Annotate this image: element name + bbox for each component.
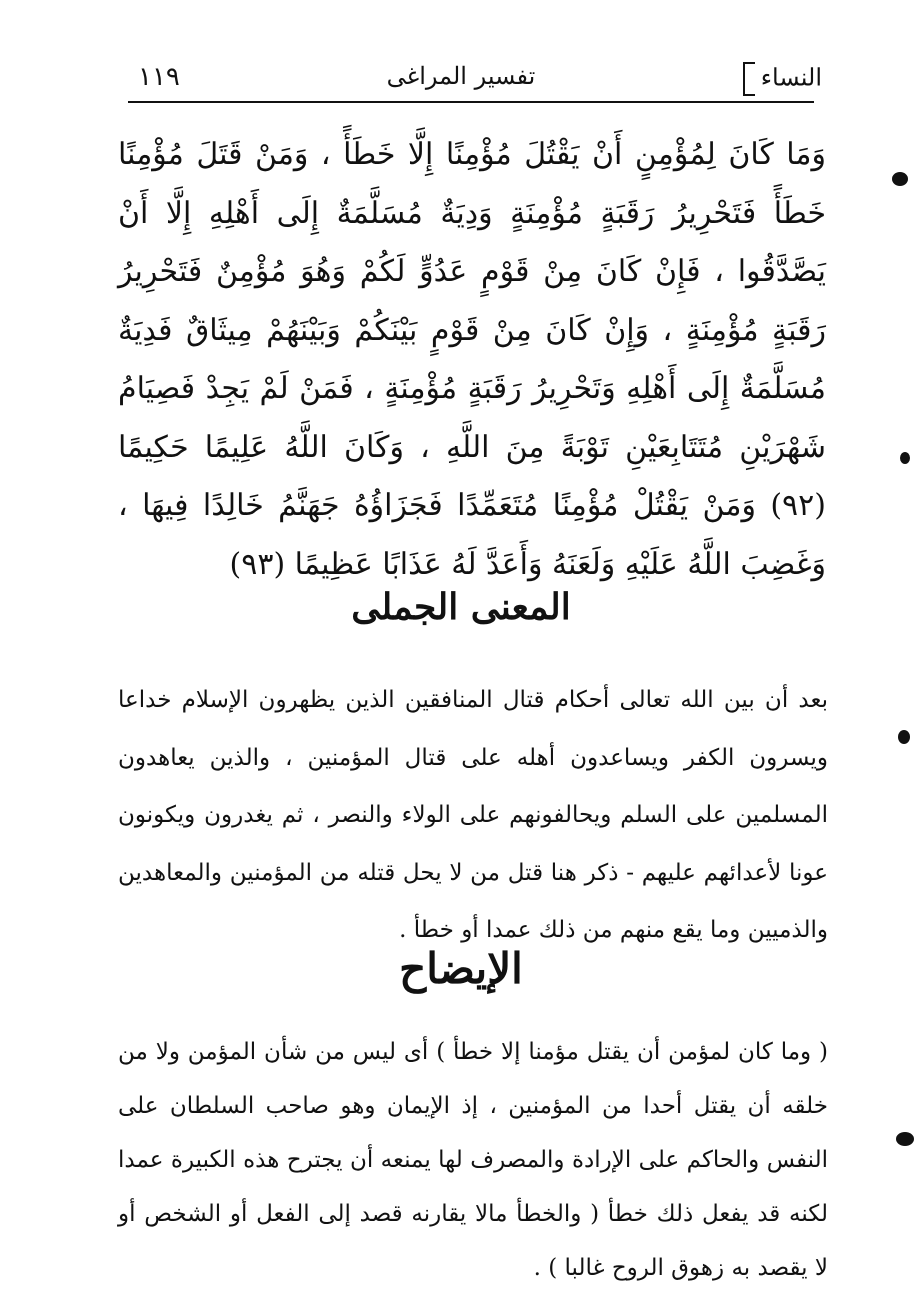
explanation-paragraph: ( وما كان لمؤمن أن يقتل مؤمنا إلا خطأ ) أى ليس من شأن المؤمن ولا من خلقه أن يقتل أحدا من المؤمنين ، إذ الإيمان وهو صاحب السلطان على النفس والحاكم على الإرادة والمصرف لها يمنعه أن يجترح هذه الكبيرة عمدا لكنه قد يفعل ذلك خطأ ( والخطأ مالا يقارنه قصد إلى الفعل أو الشخص أو لا يقصد به زهوق الروح غالبا ) . — [118, 1039, 828, 1281]
header-rule — [128, 101, 814, 103]
ink-spot — [896, 1132, 914, 1146]
surah-label: النساء — [760, 63, 822, 92]
section-heading-summary: المعنى الجملى — [351, 586, 571, 628]
ink-spot — [892, 172, 908, 186]
section-heading-explanation: الإيضاح — [399, 944, 523, 993]
ink-spot — [900, 452, 910, 464]
summary-paragraph: بعد أن بين الله تعالى أحكام قتال المنافقين الذين يظهرون الإسلام خداعا ويسرون الكفر ويساعدون أهله على قتال المؤمنين ، والذين يعاهدون المسلمين على السلم ويحالفونهم على الولاء والنصر ، ثم يغدرون ويكونون عونا لأعدائهم عليهم - ذكر هنا قتل من لا يحل قتله من المؤمنين والمعاهدين والذميين وما يقع منهم من ذلك عمدا أو خطأ . — [118, 687, 828, 943]
ink-spot — [898, 730, 910, 744]
page-header — [100, 50, 822, 102]
quran-verse: وَمَا كَانَ لِمُؤْمِنٍ أَنْ يَقْتُلَ مُؤْمِنًا إِلَّا خَطَأً ، وَمَنْ قَتَلَ مُؤْمِنًا خَطَأً فَتَحْرِيرُ رَقَبَةٍ مُؤْمِنَةٍ وَدِيَةٌ مُسَلَّمَةٌ إِلَى أَهْلِهِ إِلَّا أَنْ يَصَّدَّقُوا ، فَإِنْ كَانَ مِنْ قَوْمٍ عَدُوٍّ لَكُمْ وَهُوَ مُؤْمِنٌ فَتَحْرِيرُ رَقَبَةٍ مُؤْمِنَةٍ ، وَإِنْ كَانَ مِنْ قَوْمٍ بَيْنَكُمْ وَبَيْنَهُمْ مِيثَاقٌ فَدِيَةٌ مُسَلَّمَةٌ إِلَى أَهْلِهِ وَتَحْرِيرُ رَقَبَةٍ مُؤْمِنَةٍ ، فَمَنْ لَمْ يَجِدْ فَصِيَامُ شَهْرَيْنِ مُتَتَابِعَيْنِ تَوْبَةً مِنَ اللَّهِ ، وَكَانَ اللَّهُ عَلِيمًا حَكِيمًا (٩٢) وَمَنْ يَقْتُلْ مُؤْمِنًا مُتَعَمِّدًا فَجَزَاؤُهُ جَهَنَّمُ خَالِدًا فِيهَا ، وَغَضِبَ اللَّهُ عَلَيْهِ وَلَعَنَهُ وَأَعَدَّ لَهُ عَذَابًا عَظِيمًا (٩٣) — [118, 137, 826, 582]
book-title: تفسير المراغى — [386, 62, 536, 90]
page-number: ١١٩ — [138, 62, 180, 92]
